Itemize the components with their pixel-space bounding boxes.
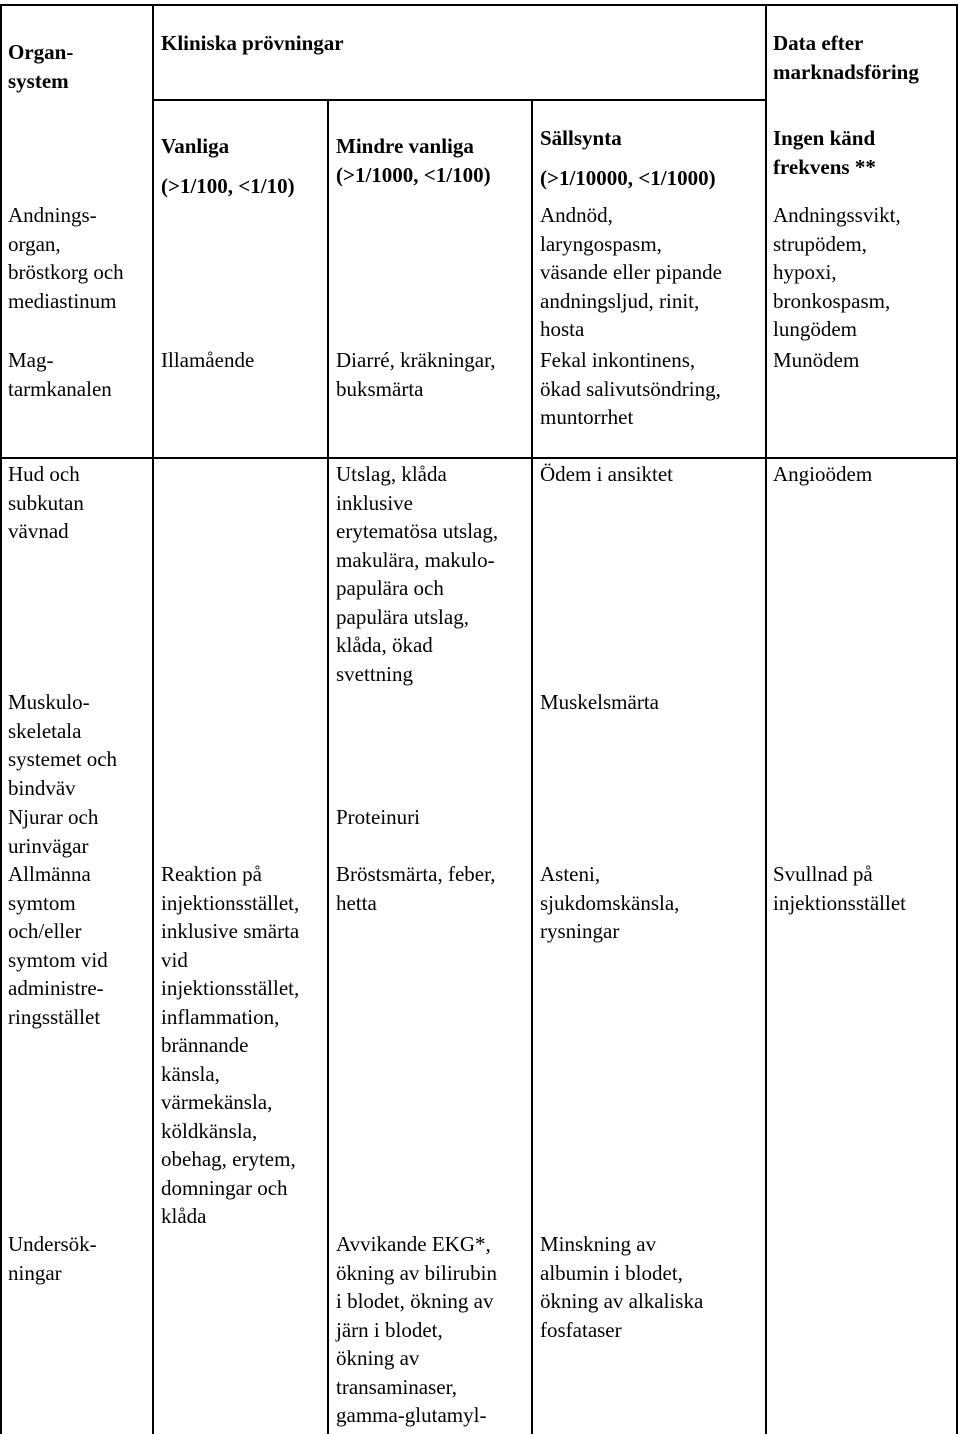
organ-general: Allmänna symtom och/eller symtom vid administre- ringsstället (8, 862, 108, 1029)
investigations-uncommon: Avvikande EKG*, ökning av bilirubin i blodet, ökning av järn i blodet, ökning av transaminaser, gamma-glutamyl- (336, 1232, 497, 1427)
skin-unknown: Angioödem (773, 462, 873, 486)
general-rare: Asteni, sjukdomskänsla, rysningar (540, 862, 680, 943)
table-border-left (0, 4, 2, 1434)
organ-skin: Hud och subkutan vävnad (8, 462, 84, 543)
table-border-right (956, 4, 958, 1434)
column-divider (152, 4, 154, 1434)
post-marketing-header: Data efter marknadsföring (773, 31, 919, 84)
skin-uncommon: Utslag, klåda inklusive erytematösa utslag, makulära, makulo- papulära och papulära utslag, klåda, ökad svettning (336, 462, 499, 686)
general-uncommon: Bröstsmärta, feber, hetta (336, 862, 496, 915)
gastrointestinal-rare: Fekal inkontinens, ökad salivutsöndring, muntorrhet (540, 348, 721, 429)
frequency-rare-range: (>1/10000, <1/1000) (540, 166, 716, 190)
organ-investigations: Undersök- ningar (8, 1232, 97, 1285)
general-common: Reaktion på injektionsstället, inklusive smärta vid injektionsstället, inflammation, brännande känsla, värmekänsla, köldkänsla, obehag, erytem, domningar och klåda (161, 862, 300, 1228)
organ-respiratory: Andnings- organ, bröstkorg och mediastinum (8, 203, 124, 313)
investigations-rare: Minskning av albumin i blodet, ökning av alkaliska fosfataser (540, 1232, 704, 1342)
column-divider (531, 99, 533, 1434)
column-divider (327, 99, 329, 1434)
frequency-common-header: Vanliga (161, 134, 230, 158)
respiratory-unknown: Andningssvikt, strupödem, hypoxi, bronkospasm, lungödem (773, 203, 901, 341)
organ-musculoskeletal: Muskulo- skeletala systemet och bindväv (8, 690, 118, 800)
skin-rare: Ödem i ansiktet (540, 462, 673, 486)
general-unknown: Svullnad på injektionsstället (773, 862, 906, 915)
row-divider (0, 457, 958, 459)
gastrointestinal-unknown: Munödem (773, 348, 860, 372)
respiratory-rare: Andnöd, laryngospasm, väsande eller pipande andningsljud, rinit, hosta (540, 203, 722, 341)
frequency-rare-header: Sällsynta (540, 126, 622, 150)
gastrointestinal-common: Illamående (161, 348, 255, 372)
organ-renal: Njurar och urinvägar (8, 805, 99, 858)
header-divider (153, 99, 766, 101)
organ-gastrointestinal: Mag- tarmkanalen (8, 348, 112, 401)
frequency-unknown-header: Ingen känd frekvens ** (773, 126, 876, 179)
frequency-uncommon-header: Mindre vanliga (>1/1000, <1/100) (336, 134, 491, 187)
table-border-top (0, 4, 958, 6)
clinical-trials-header: Kliniska prövningar (161, 31, 344, 55)
renal-uncommon: Proteinuri (336, 805, 420, 829)
column-divider (765, 4, 767, 1434)
frequency-common-range: (>1/100, <1/10) (161, 174, 295, 198)
musculoskeletal-rare: Muskelsmärta (540, 690, 659, 714)
gastrointestinal-uncommon: Diarré, kräkningar, buksmärta (336, 348, 496, 401)
organ-system-header: Organ- system (8, 40, 74, 93)
